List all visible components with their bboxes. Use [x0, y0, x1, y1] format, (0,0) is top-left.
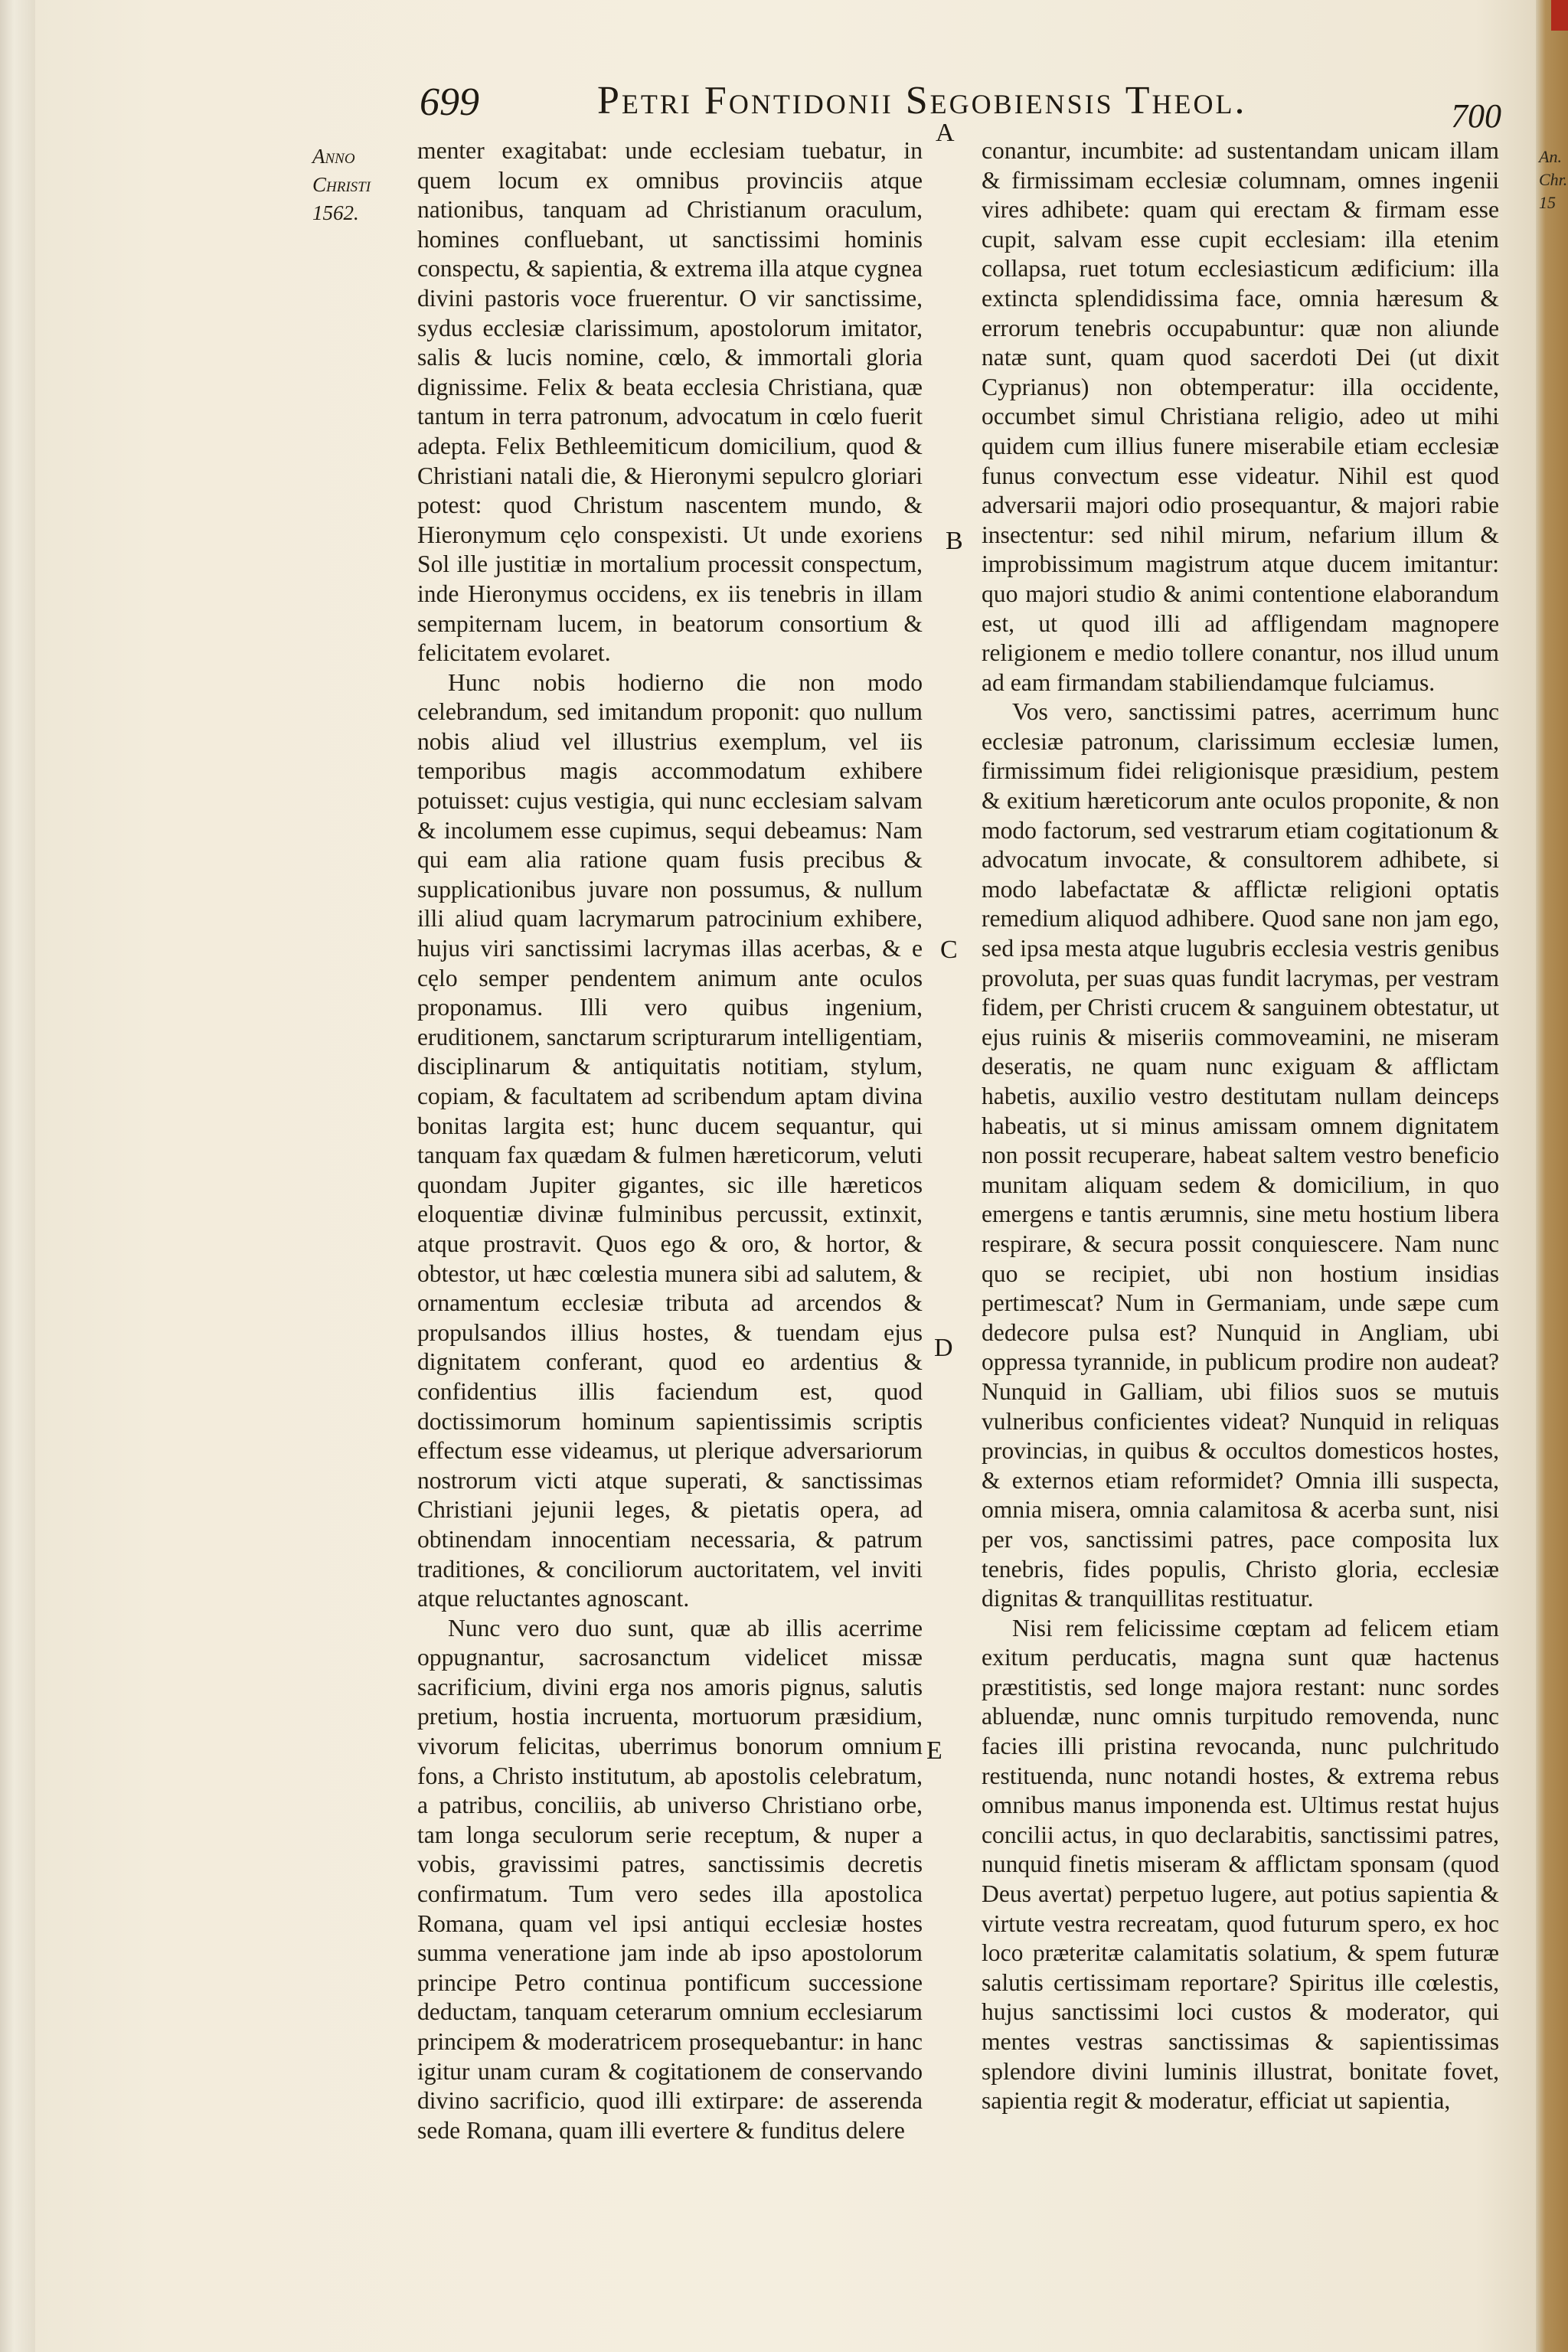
marginal-year: 1562.	[312, 201, 359, 224]
marginal-christi: Christi	[312, 173, 371, 196]
section-letter-d: D	[934, 1334, 953, 1362]
paragraph: conantur, incumbite: ad sustentandam unicam illam & firmissimam ecclesiæ columnam, omnes ingenii vires adhibete: quam qui erectam & firmam esse cupit, salvam esse cupit ecclesiam: illa etenim collapsa, ruet totum ecclesiasticum ædificium: illa extincta splendidissima face, omnia hæresum & errorum tenebris occupabuntur: quæ non aliunde natæ sunt, quam quod sacerdoti Dei (ut dixit Cyprianus) non obtemperatur: illa occidente, occumbet simul Christiana religio, adeo ut mihi quidem cum illius funere miserabile etiam ecclesiæ funus convectum esse videatur. Nihil est quod adversarii majori odio prosequantur, & majori rabie insectentur: sed nihil mirum, nefarium illum & improbissimum magistrum atque ducem imitantur: quo majori studio & animi contentione elaborandum est, ut quod illi ad affligendam magnopere religionem e medio tollere conantur, nos illud unum ad eam firmandam stabiliendamque fulciamus.	[982, 137, 1499, 696]
bookmark-ribbon	[1551, 0, 1568, 31]
section-letter-e: E	[926, 1736, 942, 1765]
paragraph: Nisi rem felicissime cœptam ad felicem etiam exitum perducatis, magna sunt quæ hactenus præstitistis, sed longe majora restant: nunc sordes abluendæ, nunc omnis turpitudo removenda, nunc facies illi pristina revocanda, nunc pulchritudo restituenda, nunc notandi hostes, & extrema rebus omnibus manus imponenda est. Ultimus restat hujus concilii actus, in quo declarabitis, sanctissimi patres, nunquid finetis miseram & afflictam sponsam (quod Deus avertat) perpetuo lugere, aut potius sapientia & virtute vestra recreatam, quod futurum spero, ex hoc loco præteritæ calamitatis solatium, & spem futuræ salutis certissimam reportare? Spiritus ille cœlestis, hujus sanctissimi loci custos & moderator, qui mentes vestras sanctissimas & sapientissimas splendore divini luminis illustrat, bonitate fovet, sapientia regit & moderatur, efficiat ut sapientia,	[982, 1614, 1499, 2115]
page-block-edge-right	[1536, 0, 1568, 2352]
page-number-left: 699	[420, 80, 479, 124]
running-title: Petri Fontidonii Segobiensis Theol.	[597, 79, 1247, 122]
paragraph: menter exagitabat: unde ecclesiam tuebatur, in quem locum ex omnibus provinciis atque nationibus, tanquam ad Christianum oraculum, homines confluebant, ut sanctissimi hominis conspectu, & sapientia, & extrema illa atque cygnea divini pastoris voce fruerentur. O vir sanctissime, sydus ecclesiæ clarissimum, apostolorum imitator, salis & lucis nomine, cœlo, & immortali gloria dignissime. Felix & beata ecclesia Christiana, quæ tantum in terra patronum, advocatum in cœlo fuerit adepta. Felix Bethleemiticum domicilium, quod & Christiani natali die, & Hieronymi sepulcro gloriari potest: quod Christum nascentem mundo, & Hieronymum cęlo conspexisti. Ut unde exoriens Sol ille justitiæ in mortalium processit conspectum, inde Hieronymus occidens, ex iis tenebris in illam sempiternam lucem, in beatorum consortium & felicitatem evolaret.	[417, 137, 923, 667]
marginal-year-note	[312, 142, 412, 227]
left-column	[417, 136, 923, 2145]
page-header	[0, 77, 1568, 135]
paragraph: Nunc vero duo sunt, quæ ab illis acerrime oppugnantur, sacrosanctum videlicet missæ sacrificium, divini erga nos amoris pignus, salutis pretium, hostia incruenta, mortuorum præsidium, vivorum felicitas, uberrimus bonorum omnium fons, a Christo institutum, ab apostolis celebratum, a patribus, conciliis, ab universo Christiano orbe, tam longa seculorum serie receptum, & nuper a vobis, gravissimi patres, sanctissimis decretis confirmatum. Tum vero sedes illa apostolica Romana, quam vel ipsi antiqui ecclesiæ hostes summa veneratione jam inde ab ipso apostolorum principe Petro continua pontificum successione deductam, tanquam ceterarum omnium ecclesiarum principem & moderatricem prosequebantur: in hanc igitur unam curam & cogitationem de conservando divino sacrificio, quod illi extirpare: de asserenda sede Romana, quam illi evertere & funditus delere	[417, 1614, 923, 2144]
section-letter-b: B	[946, 527, 963, 555]
paragraph: Vos vero, sanctissimi patres, acerrimum hunc ecclesiæ patronum, clarissimum ecclesiæ lumen, firmissimum fidei religionisque præsidium, pestem & exitium hæreticorum ante oculos proponite, & non modo factorum, sed vestrarum etiam cogitationum & advocatum invocate, & consultorem adhibete, si modo labefactatæ & afflictæ religioni optatis remedium aliquod adhibere. Quod sane non jam ego, sed ipsa mesta atque lugubris ecclesia vestris genibus provoluta, per suas quas fundit lacrymas, per vestram fidem, per Christi crucem & sanguinem obtestatur, ut ejus ruinis & miseriis commoveamini, ne miseram deseratis, ne quam nunc exiguam & afflictam habetis, auxilio vestro destitutam nullam deinceps habeatis, ut si minus amissam omnem dignitatem non possit recuperare, habeat saltem vestro beneficio munitam aliquam sedem & domicilium, in quo emergens e tantis ærumnis, sine metu hostium libera respirare, & secura possit conquiescere. Nam nunc quo se recipiet, ubi non hostium insidias pertimescat? Num in Germaniam, unde sæpe cum dedecore pulsa est? Nunquid in Angliam, ubi oppressa tyrannide, in publicum prodire non audeat? Nunquid in Galliam, ubi filios suos se mutuis vulneribus conficientes videat? Nunquid in reliquas provincias, in quibus & occultos domesticos hostes, & externos etiam reformidet? Omnia illi suspecta, omnia misera, omnia calamitosa & acerba sunt, nisi per vos, sanctissimi patres, pace composita lux tenebris, fides populis, Christo gloria, ecclesiæ dignitas & tranquillitas restituatur.	[982, 698, 1499, 1612]
section-letter-c: C	[940, 936, 958, 964]
page-block-edge-left	[0, 0, 37, 2352]
marginal-anno: Anno	[312, 145, 355, 168]
right-column	[982, 136, 1499, 2116]
section-letter-a: A	[936, 119, 955, 147]
page-number-right: 700	[1451, 97, 1501, 135]
paragraph: Hunc nobis hodierno die non modo celebrandum, sed imitandum proponit: quo nullum nobis aliud vel illustrius exemplum, vel iis temporibus magis accommodatum exhibere potuisset: cujus vestigia, qui nunc ecclesiam salvam & incolumem esse cupimus, sequi debeamus: Nam qui eam alia ratione quam fusis precibus & supplicationibus juvare non possumus, & nullum illi aliud quam lacrymarum patrocinium exhibere, hujus viri sanctissimi lacrymas illas acerbas, & e cęlo semper pendentem animum ante oculos proponamus. Illi vero quibus ingenium, eruditionem, sanctarum scripturarum intelligentiam, disciplinarum & antiquitatis notitiam, stylum, copiam, & facultatem ad scribendum aptam divina bonitas largita est; hunc ducem sequantur, qui tanquam fax quædam & fulmen hæreticorum, veluti quondam Jupiter gigantes, sic ille hæreticos eloquentiæ divinæ fulminibus percussit, extinxit, atque prostravit. Quos ego & oro, & hortor, & obtestor, ut hæc cœlestia munera sibi ad salutem, & ornamentum ecclesiæ tributa ad arcendos & propulsandos illius hostes, & tuendam ejus dignitatem conferant, quod eo ardentius & confidentius illis faciendum est, quod doctissimorum hominum sapientissimis scriptis effectum esse videamus, ut plerique adversariorum nostrorum victi atque superati, & sanctissimas Christiani jejunii leges, & pietatis opera, ad obtinendam innocentiam necessaria, & patrum traditiones, & conciliorum auctoritatem, vel inviti atque reluctantes agnoscant.	[417, 668, 923, 1612]
facing-page-margin-fragment: An. Chr. 15	[1539, 147, 1568, 212]
